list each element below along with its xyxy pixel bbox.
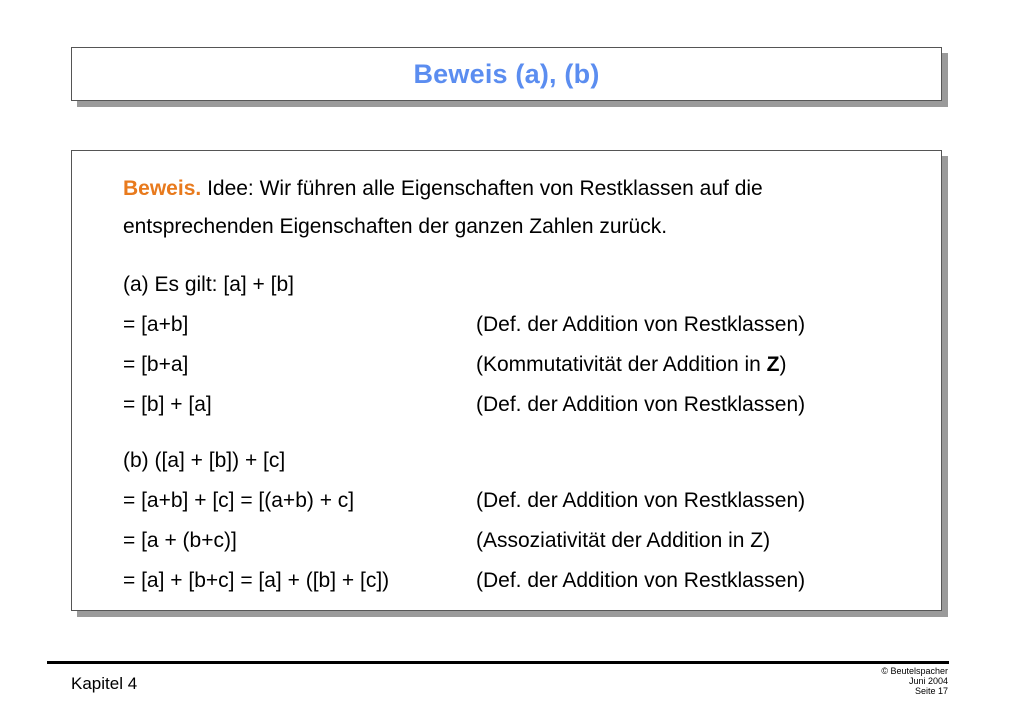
title-box — [71, 47, 942, 101]
part-b-step-2-expr: = [a + (b+c)] — [123, 529, 237, 552]
intro-text-1: Idee: Wir führen alle Eigenschaften von Restklassen auf die — [207, 177, 763, 200]
part-a-step-2-reason — [476, 354, 786, 375]
part-b-step-3-expr: = [a] + [b+c] = [a] + ([b] + [c]) — [123, 569, 390, 592]
intro-line-2: entsprechenden Eigenschaften der ganzen Zahlen zurück. — [123, 215, 668, 238]
footer-copyright: © Beutelspacher — [881, 666, 948, 676]
content-box — [71, 150, 942, 611]
footer-date: Juni 2004 — [908, 676, 948, 686]
part-b-step-1-reason: (Def. der Addition von Restklassen) — [476, 489, 806, 512]
slide-title: Beweis (a), (b) — [413, 58, 600, 89]
footer-divider — [47, 661, 949, 664]
beweis-label: Beweis. — [123, 177, 202, 200]
part-a-step-2-reason-suffix: ) — [779, 353, 787, 376]
part-a-step-2-reason-prefix: (Kommutativität der Addition in — [476, 353, 767, 376]
footer-info — [881, 666, 948, 696]
part-b-step-1-expr: = [a+b] + [c] = [(a+b) + c] — [123, 489, 355, 512]
part-b-step-2-reason: (Assoziativität der Addition in Z) — [476, 529, 771, 552]
footer-page: Seite 17 — [914, 686, 948, 696]
part-a-step-1-expr: = [a+b] — [123, 313, 189, 336]
part-b-step-3-reason: (Def. der Addition von Restklassen) — [476, 569, 806, 592]
part-a-step-1-reason: (Def. der Addition von Restklassen) — [476, 313, 806, 336]
part-a-step-3-reason: (Def. der Addition von Restklassen) — [476, 393, 806, 416]
footer-chapter: Kapitel 4 — [71, 674, 138, 693]
part-a-step-2-expr: = [b+a] — [123, 353, 189, 376]
intro-line-1 — [123, 178, 763, 199]
part-a-header: (a) Es gilt: [a] + [b] — [123, 273, 294, 296]
integers-symbol: Z — [766, 353, 780, 376]
part-a-step-3-expr: = [b] + [a] — [123, 393, 212, 416]
part-b-header: (b) ([a] + [b]) + [c] — [123, 449, 286, 472]
